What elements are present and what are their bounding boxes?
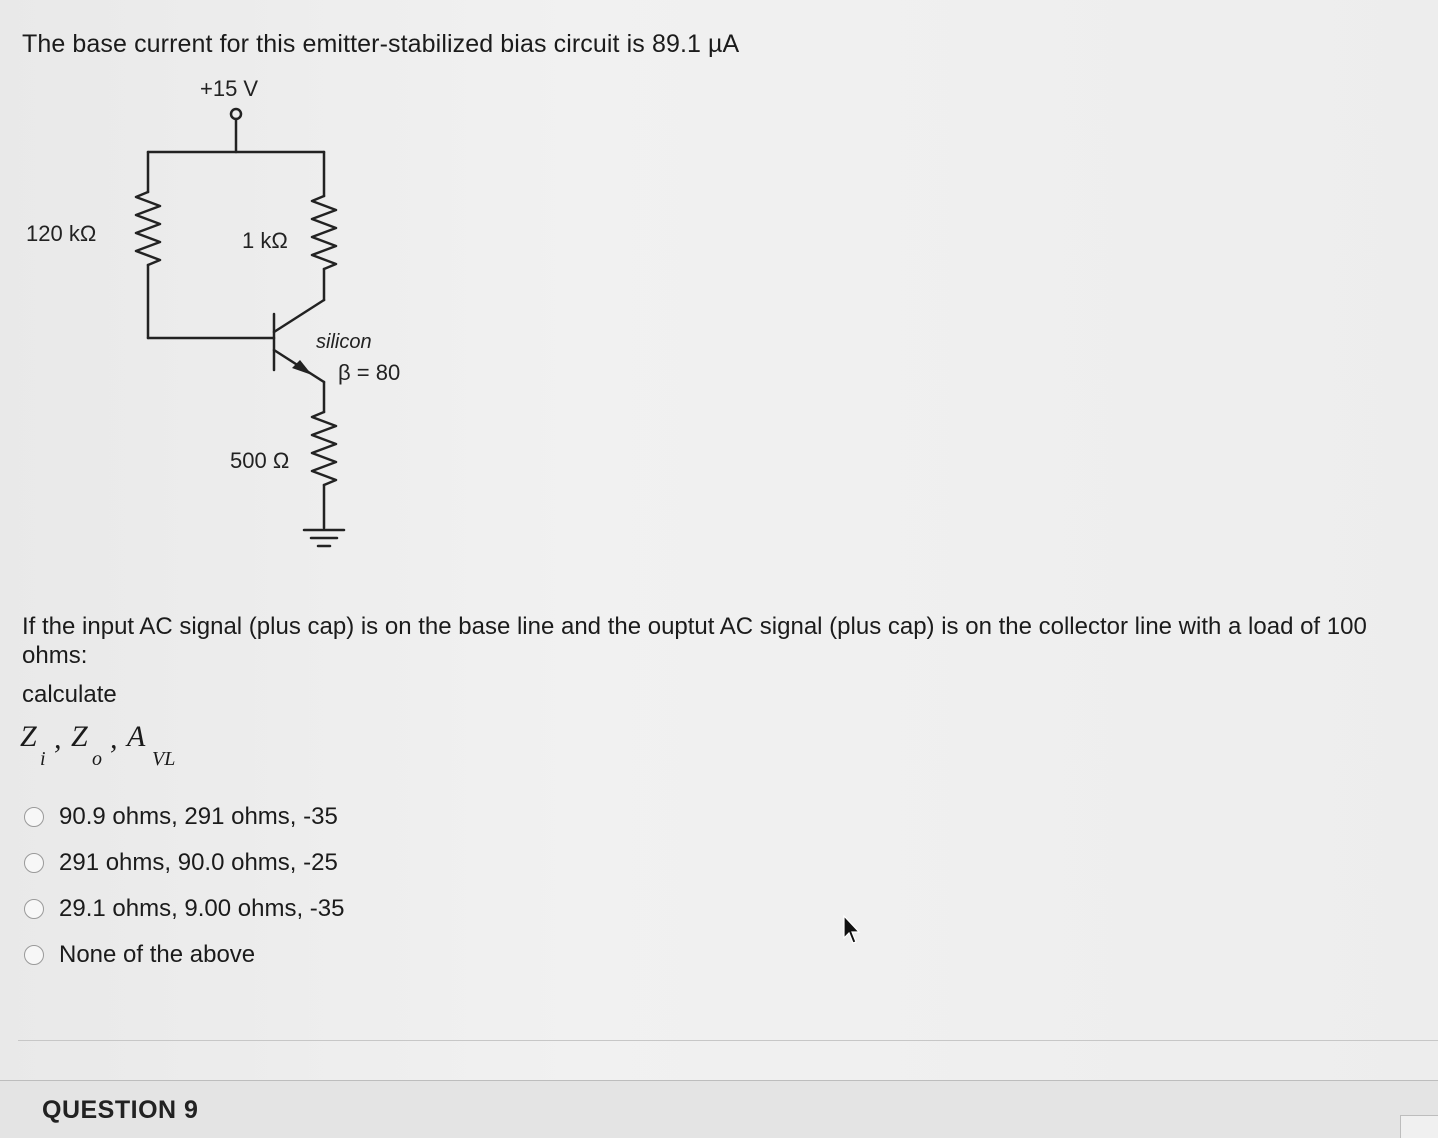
beta-label: β = 80 [338,360,401,385]
points-box [1400,1115,1438,1138]
answer-option-label: None of the above [59,941,256,968]
collector-resistor-label: 1 kΩ [242,228,288,253]
emitter-resistor-label: 500 Ω [230,448,290,473]
next-question-header [0,1080,1438,1138]
collector-resistor [312,196,336,269]
question-text: If the input AC signal (plus cap) is on the base line and the ouptut AC signal (plus cap) is on the collector line with a load of 100 ohms: [22,613,1367,669]
answer-option-label: 29.1 ohms, 9.00 ohms, -35 [59,895,345,922]
formula-separator: , [54,722,62,755]
formula-gain-subscript: VL [152,748,176,770]
supply-label: +15 V [200,76,259,101]
formula-z-output: Z [71,720,88,753]
calculate-label: calculate [22,681,117,708]
answer-options [24,794,345,978]
radio-button[interactable] [24,899,44,919]
next-question-title: QUESTION 9 [42,1096,199,1124]
formula [20,720,220,776]
circuit-diagram [0,70,460,560]
section-divider [18,1040,1438,1041]
answer-option-4[interactable] [24,932,345,978]
transistor-collector-leg [274,300,324,332]
base-resistor-label: 120 kΩ [26,221,97,246]
answer-option-2[interactable] [24,840,345,886]
mouse-cursor-icon [842,914,862,946]
question-intro: The base current for this emitter-stabilized bias circuit is 89.1 µA [22,30,740,58]
material-label: silicon [316,331,372,353]
radio-button[interactable] [24,807,44,827]
formula-z-output-subscript: o [92,748,102,770]
formula-z-input-subscript: i [40,748,46,770]
formula-separator: , [110,722,118,755]
supply-terminal [231,109,241,119]
answer-option-3[interactable] [24,886,345,932]
formula-z-input: Z [20,720,37,753]
base-resistor [136,192,160,265]
formula-gain: A [127,720,146,753]
answer-option-1[interactable] [24,794,345,840]
radio-button[interactable] [24,853,44,873]
radio-button[interactable] [24,945,44,965]
answer-option-label: 90.9 ohms, 291 ohms, -35 [59,803,338,830]
answer-option-label: 291 ohms, 90.0 ohms, -25 [59,849,338,876]
emitter-resistor [312,412,336,485]
